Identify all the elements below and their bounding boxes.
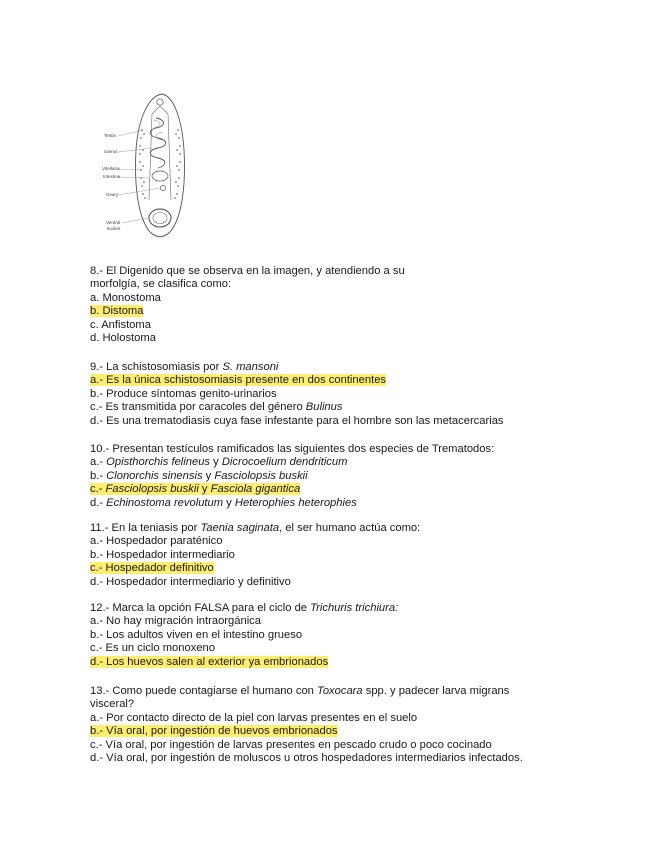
option-10a-prefix: a.-: [90, 456, 107, 469]
question-11: [90, 522, 610, 589]
label-vitellaria: Vitellaria: [102, 166, 120, 171]
question-9-stem-species: S. mansoni: [222, 361, 279, 373]
option-10a-conj: y: [210, 456, 222, 469]
question-11-stem-text: 11.- En la teniasis por: [90, 522, 201, 534]
option-9c-text: c.- Es transmitida por caracoles del género: [90, 401, 306, 414]
question-13-stem-text: 13.- Como puede contagiarse el humano con: [90, 685, 318, 697]
option-12c: c.- Es un ciclo monoxeno: [90, 642, 215, 655]
option-11a: a.- Hospedador paraténico: [90, 535, 223, 548]
question-12-stem: [90, 602, 610, 615]
option-10d-conj: y: [223, 496, 235, 509]
option-10d-species-2: Heterophies heterophies: [234, 496, 357, 509]
option-9d: d.- Es una trematodiasis cuya fase infestante para el hombre son las metacercarias: [90, 414, 504, 427]
option-10c-prefix: c.-: [90, 483, 106, 496]
question-10-stem: 10.- Presentan testículos ramificados las siguientes dos especies de Trematodos:: [90, 443, 495, 455]
option-12a: a.- No hay migración intraorgánica: [90, 615, 262, 628]
option-10b-conj: y: [202, 469, 215, 482]
question-11-stem-end: , el ser humano actúa como:: [279, 522, 421, 534]
question-13-stem-end: spp. y padecer larva migrans: [362, 685, 510, 697]
question-13: [90, 685, 610, 765]
option-13d: d.- Vía oral, por ingestión de moluscos u otros hospedadores intermediarios infectados.: [90, 752, 523, 765]
option-8a: a. Monostoma: [90, 291, 161, 304]
question-12: [90, 602, 610, 669]
question-11-stem: [90, 522, 610, 535]
question-12-stem-text: 12.- Marca la opción FALSA para el ciclo de: [90, 602, 311, 614]
option-11d: d.- Hospedador intermediario y definitivo: [90, 575, 291, 588]
option-10c-species-1: Fasciolopsis buskii: [105, 483, 199, 496]
option-10c-highlighted: [90, 483, 300, 495]
label-testis: Testis: [104, 133, 116, 138]
option-10a-species-2: Dicrocoelium dendriticum: [221, 456, 348, 469]
digenean-diagram: [100, 90, 210, 240]
option-13b-highlighted: b.- Vía oral, por ingestión de huevos embrionados: [90, 725, 338, 738]
question-9-stem: [90, 361, 610, 374]
option-10c-species-2: Fasciola gigantica: [210, 483, 301, 496]
question-13-stem-2: visceral?: [90, 698, 135, 711]
question-12-stem-species: Trichuris trichiura:: [310, 602, 399, 614]
option-12b: b.- Los adultos viven en el intestino grueso: [90, 628, 303, 641]
question-8-stem-2: morfolgía, se clasifica como:: [90, 278, 232, 291]
label-ventral: Ventral: [106, 220, 121, 225]
question-13-stem-species: Toxocara: [317, 685, 363, 697]
option-9c: [90, 401, 610, 414]
question-8: [90, 265, 610, 345]
option-10d: [90, 497, 610, 510]
option-11c-highlighted: c.- Hospedador definitivo: [90, 562, 214, 575]
option-9a-highlighted: a.- Es la única schistosomiasis presente en dos continentes: [90, 374, 387, 387]
option-10c-conj: y: [198, 483, 211, 496]
option-10a: [90, 456, 610, 469]
label-ovary: Ovary: [106, 192, 119, 197]
option-8c: c. Anfistoma: [90, 318, 151, 331]
option-9b: b.- Produce síntomas genito-urinarios: [90, 387, 277, 400]
option-10a-species-1: Opisthorchis felineus: [106, 456, 211, 469]
option-12d-highlighted: d.- Los huevos salen al exterior ya embrionados: [90, 655, 329, 668]
option-9c-genus: Bulinus: [305, 401, 343, 414]
option-8d: d. Holostoma: [90, 332, 156, 345]
question-9-stem-text: 9.- La schistosomiasis por: [90, 361, 223, 373]
option-8b-highlighted: b. Distoma: [90, 305, 144, 318]
option-13a: a.- Por contacto directo de la piel con larvas presentes en el suelo: [90, 711, 418, 724]
question-11-stem-species: Taenia saginata: [200, 522, 280, 534]
trematode-illustration: [100, 90, 210, 240]
question-9: [90, 361, 610, 428]
option-13c: c.- Vía oral, por ingestión de larvas presentes en pescado crudo o poco cocinado: [90, 738, 492, 751]
label-sucker: sucker: [107, 226, 121, 231]
option-10d-species-1: Echinostoma revolutum: [106, 496, 224, 509]
option-10b-species-1: Clonorchis sinensis: [106, 469, 203, 482]
question-10: [90, 443, 610, 510]
label-intestine: Intestine: [103, 174, 121, 179]
option-10d-prefix: d.-: [90, 496, 107, 509]
option-10b-species-2: Fasciolopsis buskii: [214, 469, 308, 482]
question-13-stem: [90, 685, 610, 698]
question-8-stem-1: 8.- El Digenido que se observa en la imagen, y atendiendo a su: [90, 265, 405, 277]
option-10b: [90, 470, 610, 483]
option-11b: b.- Hospedador intermediario: [90, 548, 235, 561]
option-10b-prefix: b.-: [90, 469, 107, 482]
label-uterus: Uterus: [104, 149, 118, 154]
